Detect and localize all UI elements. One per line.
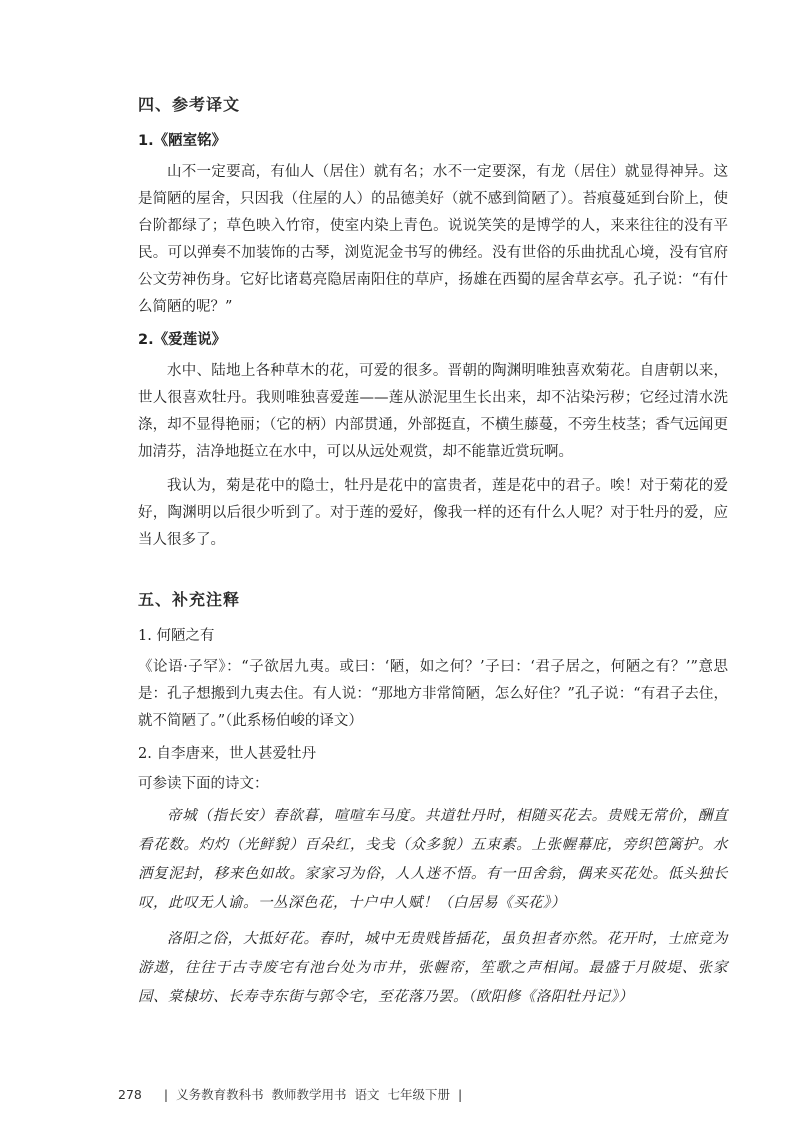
footer-subject: 语文 xyxy=(354,1087,380,1102)
poem-maihua: 帝城（指长安）春欲暮，喧喧车马度。共道牡丹时，相随买花去。贵贱无常价，酬直看花数。灼灼（光鲜貌）百朵红，戋戋（众多貌）五束素。上张幄幕庇，旁织笆篱护。水洒复泥封，移来色如故。家家习为俗，人人迷不悟。有一田舍翁，偶来买花处。低头独长叹，此叹无人谕。一丛深色花，十户中人赋！（白居易《买花》） xyxy=(138,808,728,911)
note-title-1: 1. 何陋之有 xyxy=(138,628,215,644)
note-intro-2: 可参读下面的诗文： xyxy=(138,776,269,792)
footer-book: 教师教学用书 xyxy=(271,1087,347,1102)
paragraph-ailianshuo-1: 水中、陆地上各种草木的花，可爱的很多。晋朝的陶渊明唯独喜欢菊花。自唐朝以来，世人很喜欢牡丹。我则唯独喜爱莲——莲从淤泥里生长出来，却不沾染污秽；它经过清水洗涤，却不显得艳丽；（它的柄）内部贯通，外部挺直，不横生藤蔓，不旁生枝茎；香气远闻更加清芬，洁净地挺立在水中，可以从远处观赏，却不能靠近赏玩啊。 xyxy=(138,363,728,460)
page-footer xyxy=(118,1085,470,1103)
footer-separator-end: | xyxy=(458,1087,463,1102)
item-title-ailianshuo: 2.《爱莲说》 xyxy=(138,332,227,348)
paragraph-loushiming: 山不一定要高，有仙人（居住）就有名；水不一定要深，有龙（居住）就显得神异。这是简陋的屋舍，只因我（住屋的人）的品德美好（就不感到简陋了）。苔痕蔓延到台阶上，使台阶都绿了；草色映入竹帘，使室内染上青色。说说笑笑的是博学的人，来来往往的没有平民。可以弹奏不加装饰的古琴，浏览泥金书写的佛经。没有世俗的乐曲扰乱心境，没有官府公文劳神伤身。它好比诸葛亮隐居南阳住的草庐，扬雄在西蜀的屋舍草玄亭。孔子说：“有什么简陋的呢？” xyxy=(138,164,728,315)
page-number: 278 xyxy=(118,1087,142,1102)
note-title-2: 2. 自李唐来，世人甚爱牡丹 xyxy=(138,746,316,762)
footer-grade: 七年级下册 xyxy=(387,1087,450,1102)
prose-luoyang-mudan: 洛阳之俗，大抵好花。春时，城中无贵贱皆插花，虽负担者亦然。花开时，士庶竞为游遨，往往于古寺废宅有池台处为市井，张幄帟，笙歌之声相闻。最盛于月陂堤、张家园、棠棣坊、长寿寺东街与郭令宅，至花落乃罢。（欧阳修《洛阳牡丹记》） xyxy=(138,931,728,1005)
paragraph-ailianshuo-2: 我认为，菊是花中的隐士，牡丹是花中的富贵者，莲是花中的君子。唉！对于菊花的爱好，陶渊明以后很少听到了。对于莲的爱好，像我一样的还有什么人呢？对于牡丹的爱，应当人很多了。 xyxy=(138,478,728,548)
item-title-loushiming: 1.《陋室铭》 xyxy=(138,133,227,149)
footer-separator: | xyxy=(163,1087,169,1102)
note-paragraph-1: 《论语·子罕》：“子欲居九夷。或曰：‘陋，如之何？’子曰：‘君子居之，何陋之有？’”意思是：孔子想搬到九夷去住。有人说：“那地方非常简陋，怎么好住？”孔子说：“有君子去住，就不简陋了。”（此系杨伯峻的译文） xyxy=(138,659,728,729)
page-content xyxy=(138,92,728,1012)
section-heading-translation: 四、参考译文 xyxy=(138,95,241,114)
footer-series: 义务教育教科书 xyxy=(176,1087,264,1102)
section-heading-notes: 五、补充注释 xyxy=(138,590,241,609)
